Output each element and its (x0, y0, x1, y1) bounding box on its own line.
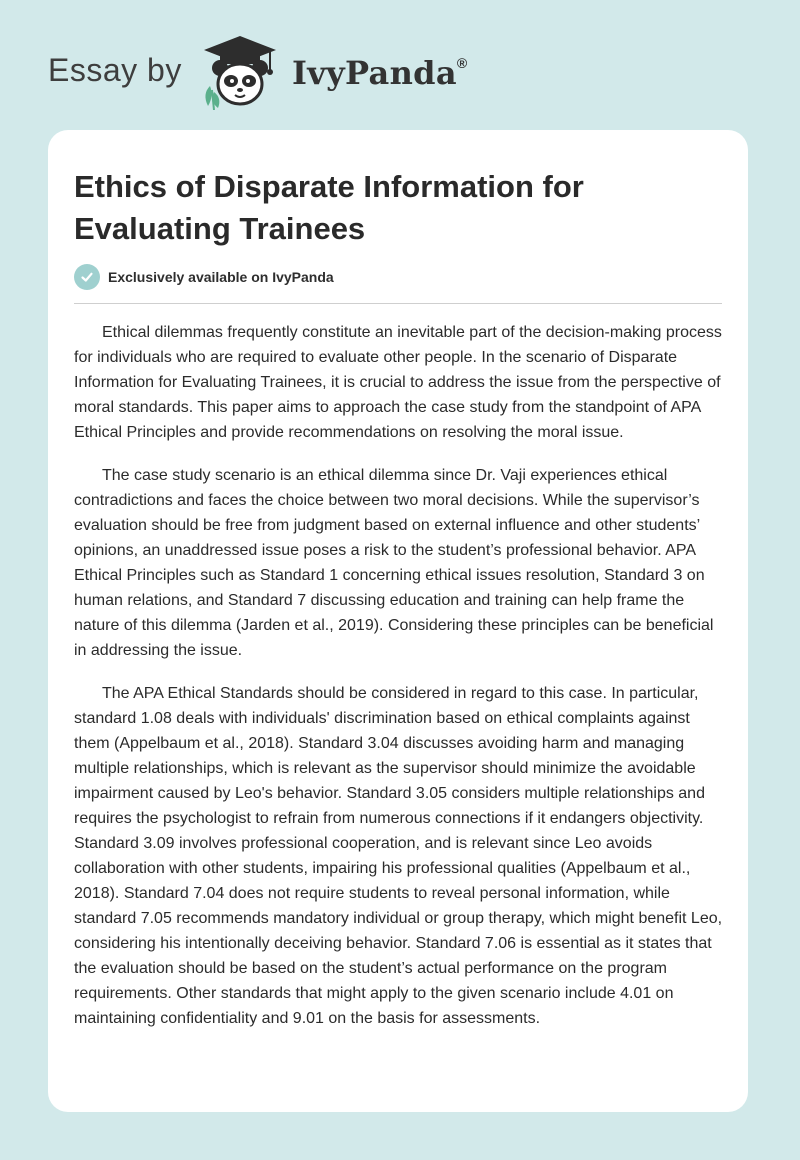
essay-card (48, 130, 748, 1112)
exclusive-badge (74, 264, 334, 290)
exclusive-badge-label: Exclusively available on IvyPanda (108, 269, 334, 285)
brand-name[interactable] (292, 54, 468, 92)
paragraph: The APA Ethical Standards should be considered in regard to this case. In particular, standard 1.08 deals with individuals' discrimination based on ethical complaints against them (Appelbaum et al., 2018). Standard 3.04 discusses avoiding harm and managing multiple relationships, which is relevant as the supervisor should minimize the avoidable impairment caused by Leo's behavior. Standard 3.05 considers multiple relationships and requires the psychologist to refrain from numerous connections if it endangers objectivity. Standard 3.09 involves professional cooperation, and is relevant since Leo avoids collaboration with other students, impairing his professional qualities (Appelbaum et al., 2018). Standard 7.04 does not require students to reveal personal information, while standard 7.05 recommends mandatory individual or group therapy, which might benefit Leo, considering his intentionally deceiving behavior. Standard 7.06 is essential as it states that the evaluation should be based on the student’s actual performance on the program requirements. Other standards that might apply to the given scenario include 4.01 on maintaining confidentiality and 9.01 on the basis for assessments. (74, 685, 723, 1027)
site-header (0, 0, 800, 120)
paragraph: Ethical dilemmas frequently constitute an inevitable part of the decision-making process for individuals who are required to evaluate other people. In the scenario of Disparate Information for Evaluating Trainees, it is crucial to address the issue from the perspective of moral standards. This paper aims to approach the case study from the standpoint of APA Ethical Principles and provide recommendations on resolving the moral issue. (74, 324, 722, 441)
check-icon (74, 264, 100, 290)
paragraph: The case study scenario is an ethical dilemma since Dr. Vaji experiences ethical contradictions and faces the choice between two moral decisions. While the supervisor’s evaluation should be free from judgment based on external influence and other students’ opinions, an unaddressed issue poses a risk to the student’s professional behavior. APA Ethical Principles such as Standard 1 concerning ethical issues resolution, Standard 3 on human relations, and Standard 7 discussing education and training can help frame the nature of this dilemma (Jarden et al., 2019). Considering these principles can be beneficial in addressing the issue. (74, 467, 714, 659)
divider (74, 303, 722, 304)
essay-body (74, 320, 726, 1049)
page-title: Ethics of Disparate Information for Evaluating Trainees (74, 169, 584, 246)
registered-mark: ® (456, 55, 468, 72)
essay-by-label: Essay by (48, 52, 182, 88)
panda-graduate-icon[interactable] (200, 34, 280, 110)
brand-text: IvyPanda (292, 54, 457, 92)
